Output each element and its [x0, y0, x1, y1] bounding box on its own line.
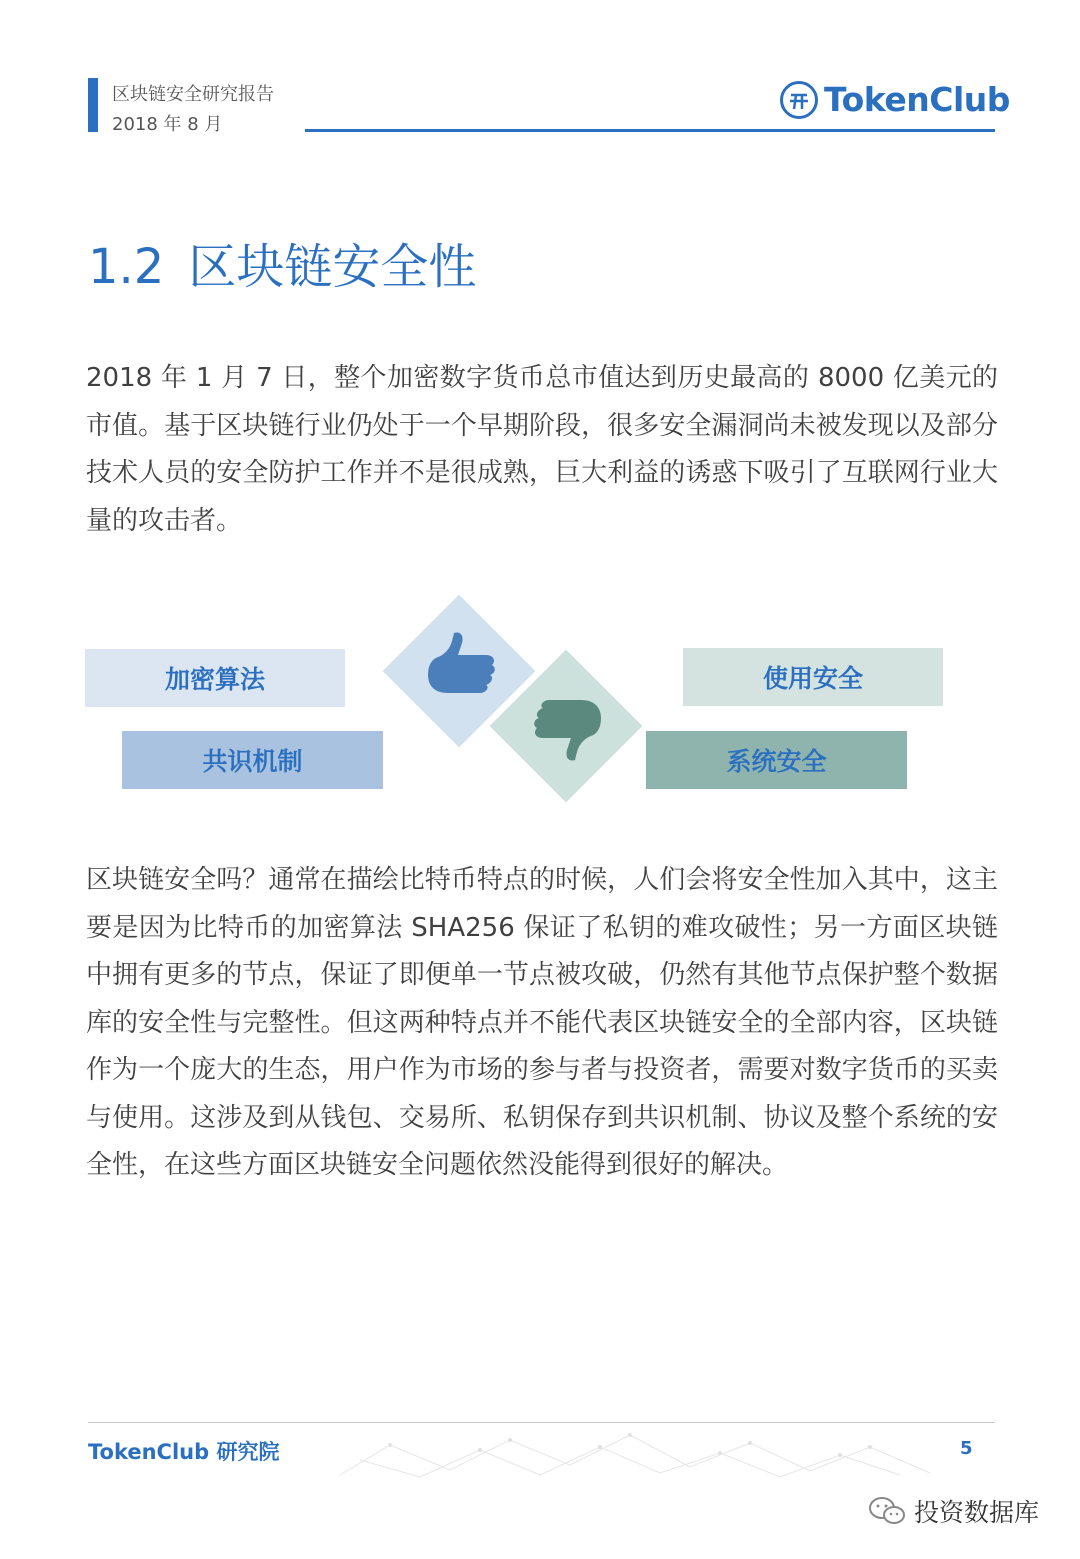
diagram-item-usage-security: 使用安全 — [683, 648, 943, 706]
brand-logo — [780, 80, 1010, 119]
brand-name: TokenClub — [824, 80, 1010, 119]
diagram-item-consensus: 共识机制 — [122, 731, 383, 789]
report-title: 区块链安全研究报告 — [112, 84, 274, 105]
page-number: 5 — [960, 1438, 973, 1459]
section-number: 1.2 — [88, 239, 165, 295]
wechat-account-name: 投资数据库 — [914, 1498, 1040, 1527]
section-title — [88, 228, 476, 297]
wechat-icon — [868, 1496, 906, 1526]
header-accent-bar — [88, 78, 98, 132]
diagram-item-system-security: 系统安全 — [646, 731, 907, 789]
paragraph-security-analysis: 区块链安全吗？通常在描绘比特币特点的时候，人们会将安全性加入其中，这主要是因为比特币的加密算法 SHA256 保证了私钥的难攻破性；另一方面区块链中拥有更多的节点，保证了即便单一节点被攻破，仍然有其他节点保护整个数据库的安全性与完整性。但这两种特点并不能代表区块链安全的全部内容，区块链作为一个庞大的生态，用户作为市场的参与者与投资者，需要对数字货币的买卖与使用。这涉及到从钱包、交易所、私钥保存到共识机制、协议及整个系统的安全性，在这些方面区块链安全问题依然没能得到很好的解决。 — [86, 865, 998, 1180]
tokenclub-logo-icon — [780, 81, 818, 119]
thumbs-up-icon — [424, 627, 500, 703]
footer-divider — [88, 1422, 995, 1423]
paragraph-market-cap: 2018 年 1 月 7 日，整个加密数字货币总市值达到历史最高的 8000 亿美元的市值。基于区块链行业仍处于一个早期阶段，很多安全漏洞尚未被发现以及部分技术人员的安全防护工作并不是很成熟，巨大利益的诱惑下吸引了互联网行业大量的攻击者。 — [86, 363, 998, 536]
diagram-item-crypto-algorithm: 加密算法 — [85, 649, 345, 707]
thumbs-down-icon — [529, 690, 605, 766]
section-title-text: 区块链安全性 — [188, 239, 477, 295]
wechat-watermark — [868, 1493, 1039, 1529]
header-divider — [305, 129, 995, 132]
network-decoration — [330, 1425, 950, 1485]
footer-brand: TokenClub 研究院 — [88, 1440, 280, 1464]
report-date: 2018 年 8 月 — [112, 114, 223, 135]
